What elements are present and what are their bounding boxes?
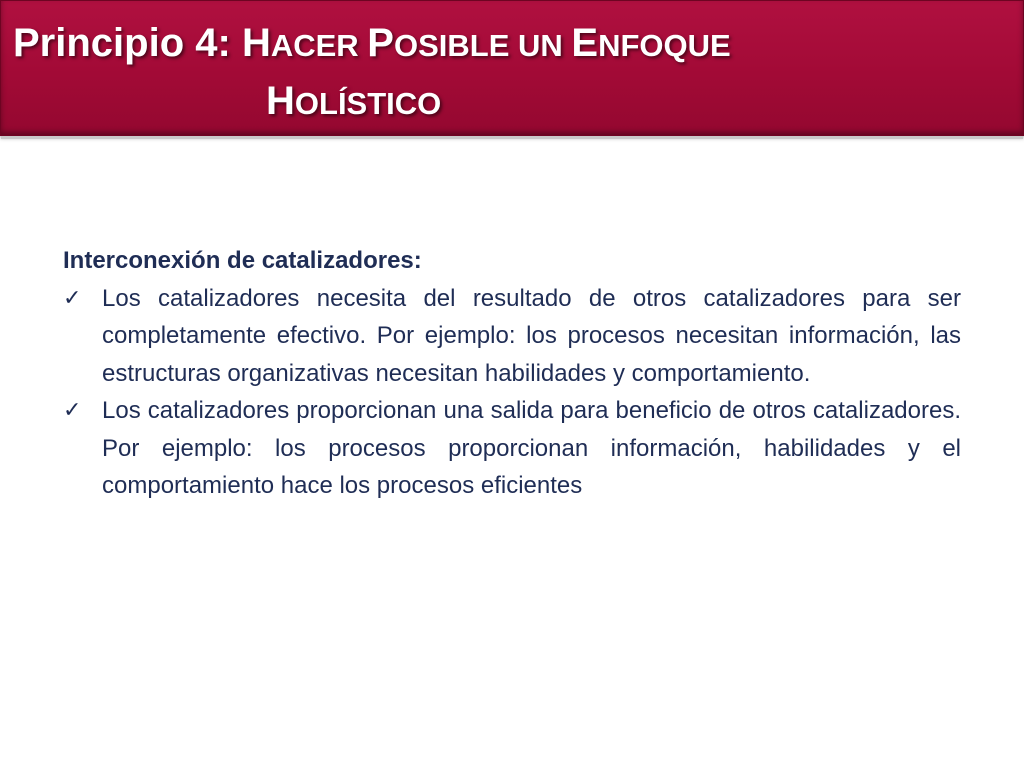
check-icon: ✓ xyxy=(63,285,82,311)
slide-title-line-2: HOLÍSTICO xyxy=(266,79,442,123)
bullet-item xyxy=(63,392,961,505)
bullet-text: Los catalizadores necesita del resultado de otros catalizadores para ser completamente efectivo. Por ejemplo: los procesos necesitan información, las estructuras organizativas necesitan habilidades y comportamiento. xyxy=(102,284,961,387)
bullet-item xyxy=(63,280,961,393)
bullet-text: Los catalizadores proporcionan una salida para beneficio de otros catalizadores. Por ejemplo: los procesos proporcionan información, habilidades y el comportamiento hace los procesos eficientes xyxy=(102,397,961,499)
section-heading: Interconexión de catalizadores: xyxy=(63,247,422,274)
slide-title-line-1: Principio 4: HACER POSIBLE UN ENFOQUE xyxy=(13,21,731,65)
check-icon: ✓ xyxy=(63,398,82,423)
bullet-list xyxy=(63,280,961,505)
title-bar xyxy=(0,0,1024,136)
slide-body xyxy=(63,242,961,505)
